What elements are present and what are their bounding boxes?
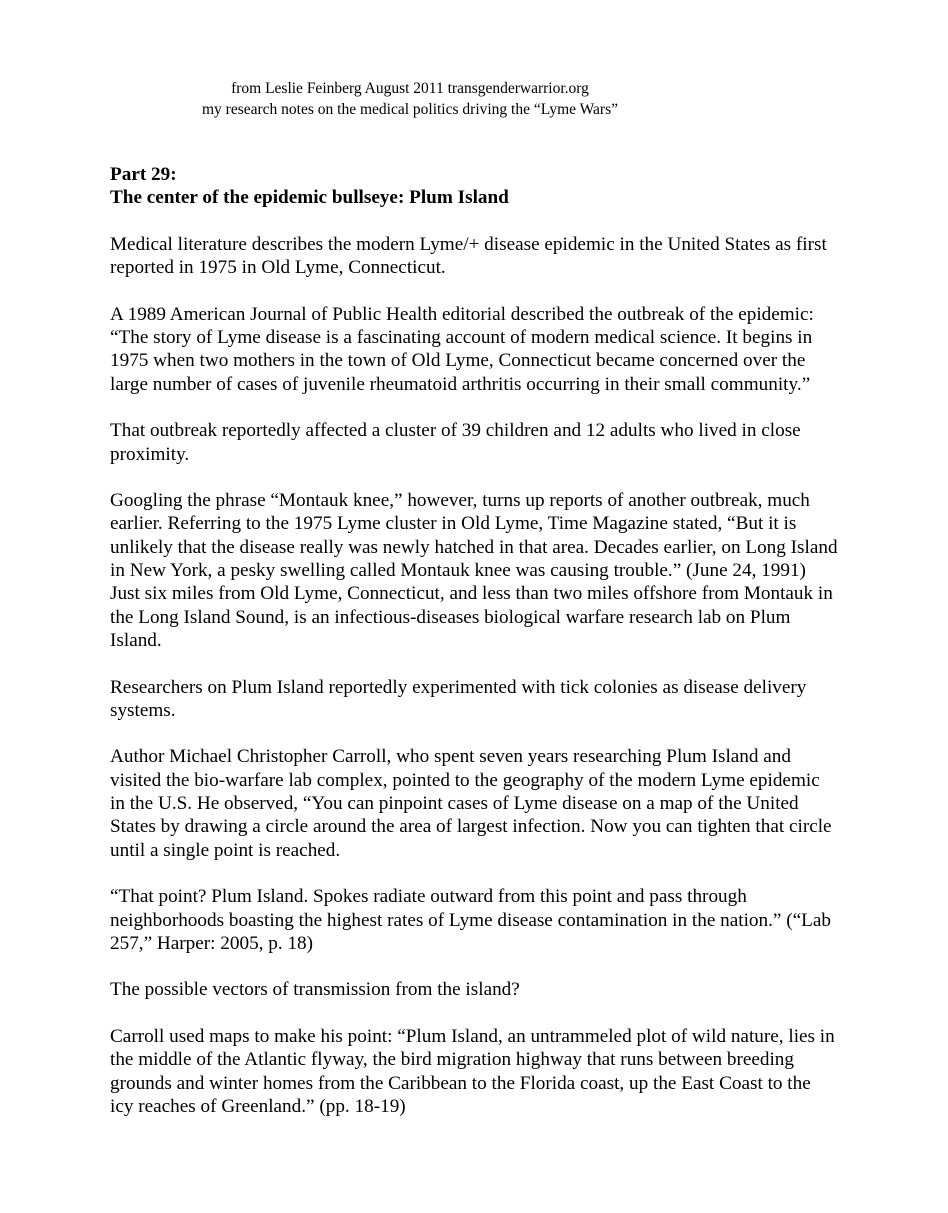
paragraph: The possible vectors of transmission from the island? [110,979,520,1001]
section-heading [110,163,838,210]
document-body [110,163,838,1118]
paragraph: Carroll used maps to make his point: “Plum Island, an untrammeled plot of wild nature, lies in the middle of the Atlantic flyway, the bird migration highway that runs between breeding grounds and winter homes from the Caribbean to the Florida coast, up the East Coast to the icy reaches of Greenland.” (pp. 18-19) [110,1025,835,1117]
paragraph: Just six miles from Old Lyme, Connecticut, and less than two miles offshore from Montauk in the Long Island Sound, is an infectious-diseases biological warfare research lab on Plum Island. [110,583,833,651]
paragraph: Googling the phrase “Montauk knee,” however, turns up reports of another outbreak, much earlier. Referring to the 1975 Lyme cluster in Old Lyme, Time Magazine stated, “But it is unlikely that the disease really was newly hatched in that area. Decades earlier, on Long Island in New York, a pesky swelling called Montauk knee was causing trouble.” (June 24, 1991) [110,490,838,582]
header-subtitle-line: my research notes on the medical politics driving the “Lyme Wars” [202,101,618,118]
paragraph: A 1989 American Journal of Public Health editorial described the outbreak of the epidemic: “The story of Lyme disease is a fascinating account of modern medical science. It begins in 1975 when two mothers in the town of Old Lyme, Connecticut became concerned over the large number of cases of juvenile rheumatoid arthritis occurring in their small community.” [110,303,814,395]
paragraph: “That point? Plum Island. Spokes radiate outward from this point and pass through neighborhoods boasting the highest rates of Lyme disease contamination in the nation.” (“Lab 257,” Harper: 2005, p. 18) [110,886,831,954]
section-title: The center of the epidemic bullseye: Plum Island [110,187,509,209]
paragraph: Researchers on Plum Island reportedly experimented with tick colonies as disease delivery systems. [110,676,807,721]
paragraph: That outbreak reportedly affected a cluster of 39 children and 12 adults who lived in close proximity. [110,420,801,465]
paragraph: Author Michael Christopher Carroll, who spent seven years researching Plum Island and visited the bio-warfare lab complex, pointed to the geography of the modern Lyme epidemic in the U.S. He observed, “You can pinpoint cases of Lyme disease on a map of the United States by drawing a circle around the area of largest infection. Now you can tighten that circle until a single point is reached. [110,746,832,861]
part-number: Part 29: [110,164,177,185]
header-source-line: from Leslie Feinberg August 2011 transgenderwarrior.org [231,80,589,97]
document-header [110,78,710,120]
paragraph: Medical literature describes the modern Lyme/+ disease epidemic in the United States as first reported in 1975 in Old Lyme, Connecticut. [110,233,827,279]
